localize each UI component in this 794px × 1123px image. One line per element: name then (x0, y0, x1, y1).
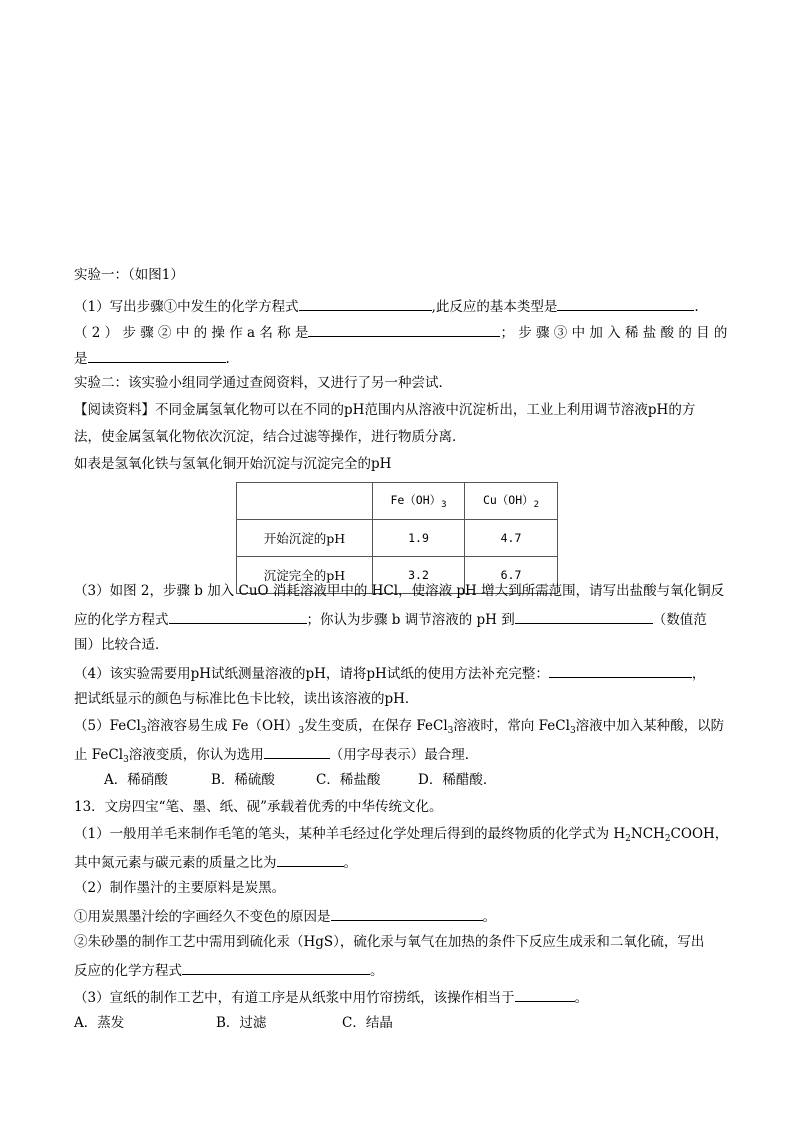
q13-title: 13．文房四宝“笔、墨、纸、砚”承载着优秀的中华传统文化。 (74, 799, 443, 815)
answer-blank[interactable] (331, 906, 483, 921)
answer-blank[interactable] (308, 322, 500, 337)
option-d[interactable]: D．稀醋酸． (418, 772, 497, 788)
exp1-question-2-cont: 是 . (74, 348, 230, 368)
answer-blank[interactable] (515, 609, 653, 624)
exp2-question-5-cont: 止 FeCl$_3$溶液变质，你认为选用 （用字母表示）最合理． (74, 744, 478, 769)
exp1-title: 实验一：（如图1） (74, 267, 184, 283)
table-corner (237, 483, 373, 520)
answer-blank[interactable] (88, 348, 226, 363)
exp2-question-3-cont: 应的化学方程式 ；你认为步骤 b 调节溶液的 pH 到 （数值范 (74, 609, 707, 629)
q13-part-3: （3）宣纸的制作工艺中，有道工序是从纸浆中用竹帘捞纸，该操作相当于 。 (74, 987, 588, 1007)
reading-material-1: 【阅读资料】不同金属氢氧化物可以在不同的pH范围内从溶液中沉淀析出，工业上利用调节溶液pH的方 (74, 402, 696, 418)
option-c[interactable]: C．结晶 (342, 1015, 393, 1031)
option-a[interactable]: A．稀硝酸 (104, 772, 168, 788)
answer-blank[interactable] (182, 960, 370, 975)
q13-part-2b: ②朱砂墨的制作工艺中需用到硫化汞（HgS），硫化汞与氧气在加热的条件下反应生成汞和二氧化硫，写出 (74, 934, 705, 950)
q13-part-2b-cont: 反应的化学方程式 。 (74, 960, 384, 980)
row-label-complete: 沉淀完全的pH (237, 557, 373, 594)
option-c[interactable]: C．稀盐酸 (316, 772, 381, 788)
option-a[interactable]: A．蒸发 (74, 1015, 125, 1031)
cell-value: 6.7 (465, 557, 558, 594)
q13-part-1: （1）一般用羊毛来制作毛笔的笔头，某种羊毛经过化学处理后得到的最终物质的化学式为 $H_2NCH_2COOH$， (74, 826, 729, 844)
header-fe-oh3: $Fe(OH)_3$ (373, 483, 465, 520)
exp2-question-4-cont: 把试纸显示的颜色与标准比色卡比较，读出该溶液的pH． (74, 691, 419, 707)
option-b[interactable]: B．稀硫酸 (211, 772, 275, 788)
exp2-title: 实验二：该实验小组同学通过查阅资料，又进行了另一种尝试． (74, 375, 452, 391)
answer-blank[interactable] (557, 296, 694, 311)
exp1-question-2: （ 2 ） 步 骤 ② 中 的 操 作 a 名 称 是 ； 步 骤 ③ 中 加 入 稀 盐 酸 的 目 的 (74, 322, 727, 342)
q13-part-1-cont: 其中氮元素与碳元素的质量之比为 。 (74, 852, 357, 872)
answer-blank[interactable] (277, 852, 344, 867)
q13-part-2a: ①用炭黑墨汁绘的字画经久不变色的原因是 。 (74, 906, 496, 926)
header-cu-oh2: $Cu(OH)_2$ (465, 483, 558, 520)
exp2-options (104, 771, 496, 789)
q13-options (74, 1014, 393, 1032)
answer-blank[interactable] (515, 987, 575, 1002)
exp2-question-3-end: 围）比较合适． (74, 637, 169, 653)
exp2-question-4: （4）该实验需要用pH试纸测量溶液的pH，请将pH试纸的使用方法补充完整： ， (74, 663, 705, 683)
row-label-start: 开始沉淀的pH (237, 520, 373, 557)
ph-table (236, 482, 558, 594)
cell-value: 4.7 (465, 520, 558, 557)
cell-value: 1.9 (373, 520, 465, 557)
cell-value: 3.2 (373, 557, 465, 594)
exp2-question-5: （5）FeCl$_3$溶液容易生成 $Fe(OH)_3$发生变质，在保存 FeCl$_3$溶液时，常向 FeCl$_3$溶液中加入某种酸，以防 (74, 718, 725, 736)
answer-blank[interactable] (169, 609, 307, 624)
exp2-question-3: （3）如图 2，步骤 b 加入 CuO 消耗溶液甲中的 HCl，使溶液 pH 增大到所需范围，请写出盐酸与氧化铜反 (74, 583, 725, 599)
reading-material-2: 法，使金属氢氧化物依次沉淀，结合过滤等操作，进行物质分离． (74, 429, 466, 445)
answer-blank[interactable] (299, 296, 432, 311)
q13-part-2: （2）制作墨汁的主要原料是炭黑。 (74, 880, 286, 896)
answer-blank[interactable] (264, 744, 330, 759)
exp1-question-1: （1）写出步骤①中发生的化学方程式 ,此反应的基本类型是 . (74, 296, 699, 316)
option-b[interactable]: B．过滤 (216, 1015, 267, 1031)
answer-blank[interactable] (549, 663, 692, 678)
table-intro: 如表是氢氧化铁与氢氧化铜开始沉淀与沉淀完全的pH (74, 456, 392, 472)
